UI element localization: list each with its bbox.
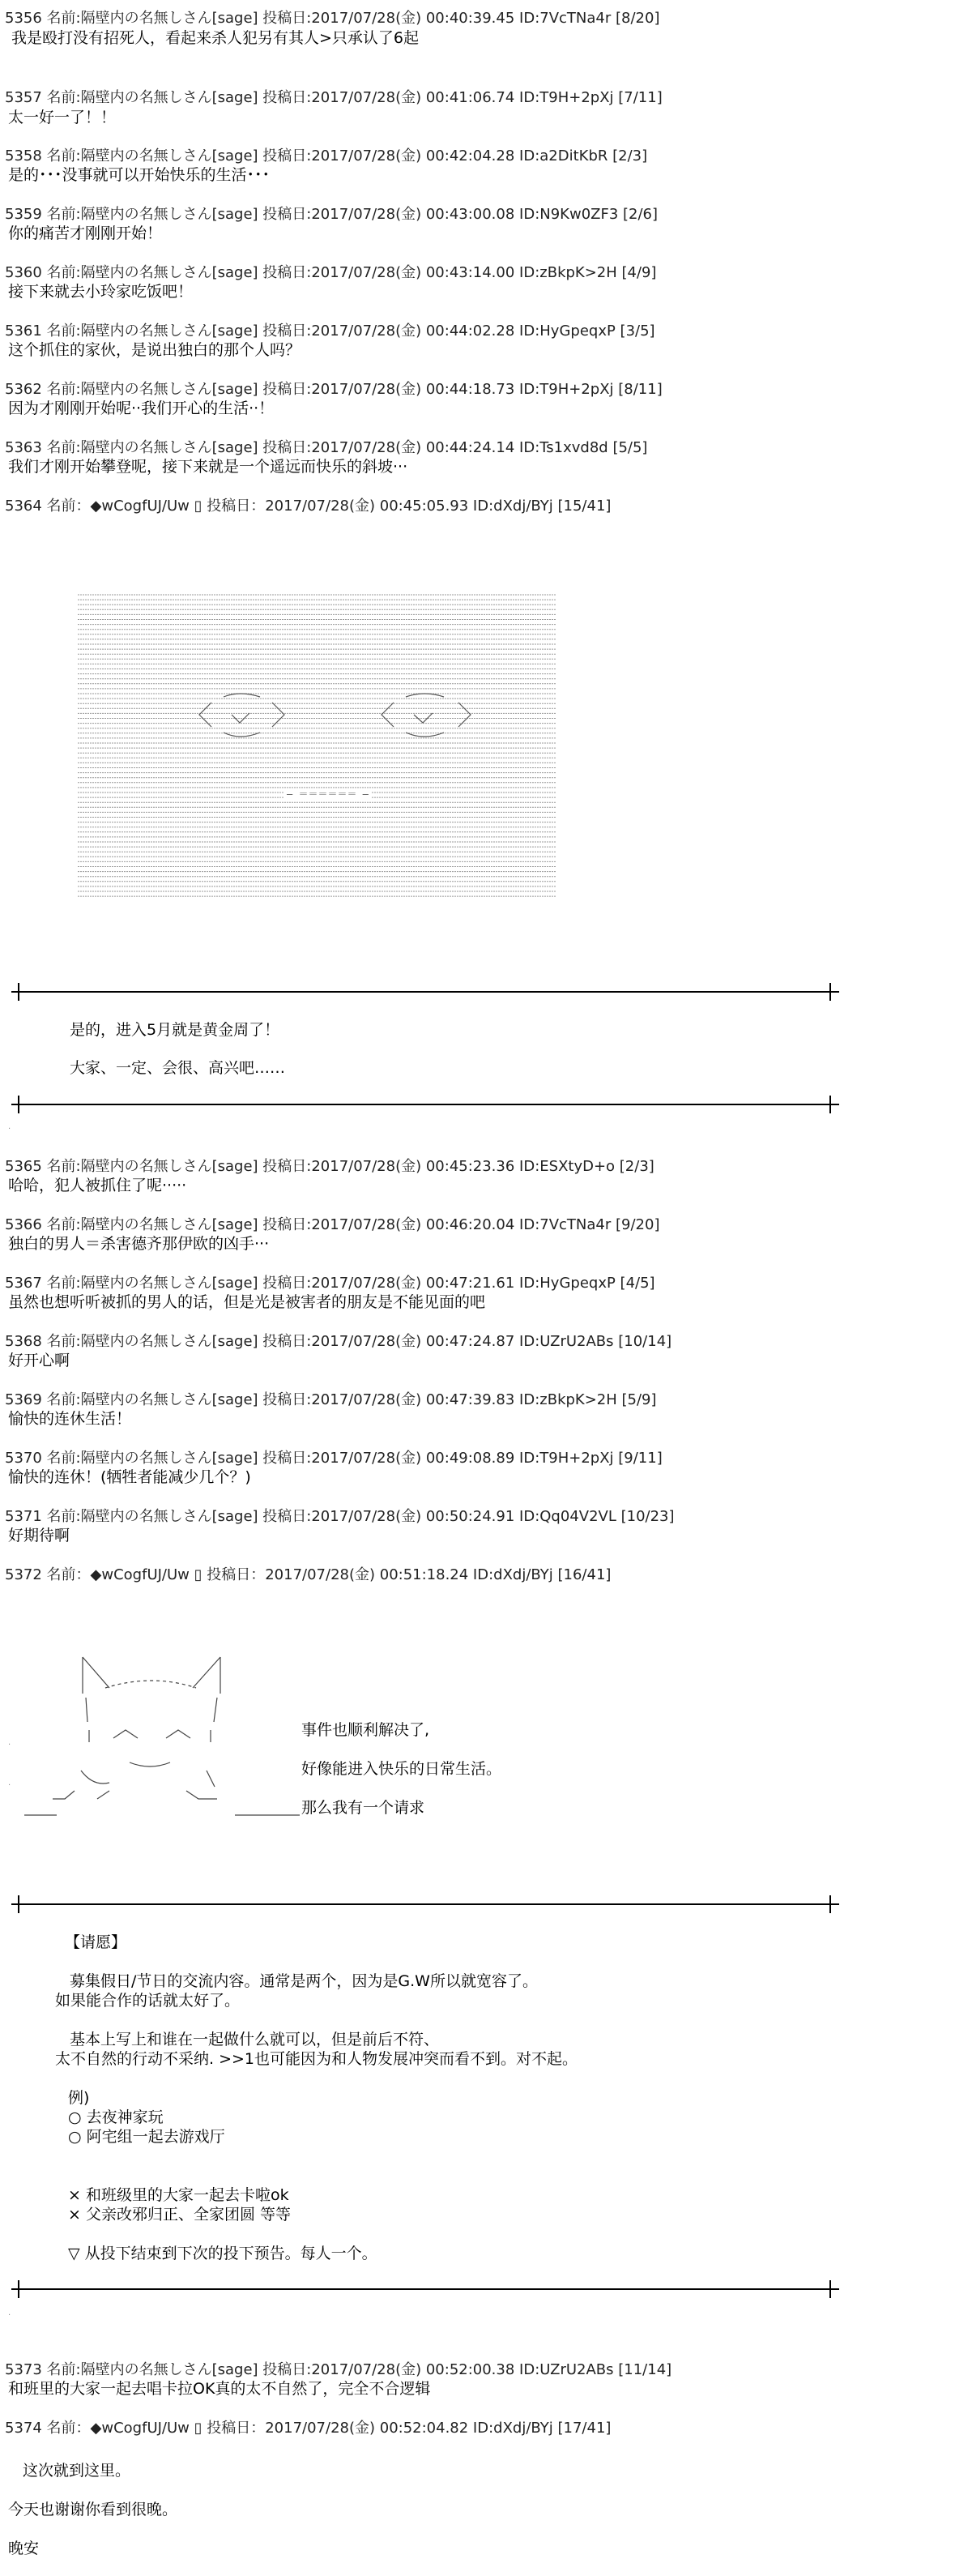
post-header: 5356 名前:隔壁内の名無しさん[sage] 投稿日:2017/07/28(金) 00:40:39.45 ID:7VcTNa4r [8/20] xyxy=(5,10,660,27)
post-text: 好开心啊 xyxy=(8,1352,70,1369)
example-ng: × 父亲改邪归正、全家团圆 等等 xyxy=(68,2206,291,2224)
post-text: 是的･･･没事就可以开始快乐的生活･･･ xyxy=(8,166,271,184)
divider-tick-left xyxy=(18,983,19,1001)
post-header: 5368 名前:隔壁内の名無しさん[sage] 投稿日:2017/07/28(金) 00:47:24.87 ID:UZrU2ABs [10/14] xyxy=(5,1333,672,1350)
post-header: 5367 名前:隔壁内の名無しさん[sage] 投稿日:2017/07/28(金) 00:47:21.61 ID:HyGpeqxP [4/5] xyxy=(5,1275,655,1292)
request-paragraph: 如果能合作的话就太好了。 xyxy=(55,1992,241,2010)
dot-mark: · xyxy=(8,1125,11,1134)
divider-line xyxy=(11,2288,839,2290)
divider-tick-left xyxy=(18,1895,19,1913)
example-ok: ○ 去夜神家玩 xyxy=(68,2108,164,2126)
post-text: 因为才刚刚开始呢··我们开心的生活··！ xyxy=(8,399,275,417)
ascii-art-cat xyxy=(8,1649,308,1819)
caption-line-1: 是的，进入5月就是黄金周了！ xyxy=(70,1021,280,1039)
post-header: 5366 名前:隔壁内の名無しさん[sage] 投稿日:2017/07/28(金) 00:46:20.04 ID:7VcTNa4r [9/20] xyxy=(5,1216,660,1233)
dot-mark: · xyxy=(8,2311,11,2320)
divider-tick-left xyxy=(18,1096,19,1113)
post-text: 好期待啊 xyxy=(8,1527,70,1544)
post-header: 5360 名前:隔壁内の名無しさん[sage] 投稿日:2017/07/28(金) 00:43:14.00 ID:zBkpK>2H [4/9] xyxy=(5,264,657,281)
divider-tick-right xyxy=(829,1895,831,1913)
post-text: 今天也谢谢你看到很晚。 xyxy=(8,2501,178,2518)
post-text: 这个抓住的家伙，是说出独白的那个人吗？ xyxy=(8,341,301,359)
divider-tick-right xyxy=(829,1096,831,1113)
example-label: 例) xyxy=(68,2089,90,2107)
post-header-5364: 5364 名前：◆wCogfUJ/Uw ▯ 投稿日：2017/07/28(金) 00:45:05.93 ID:dXdj/BYj [15/41] xyxy=(5,498,612,515)
post-header: 5371 名前:隔壁内の名無しさん[sage] 投稿日:2017/07/28(金) 00:50:24.91 ID:Qq04V2VL [10/23] xyxy=(5,1508,675,1525)
request-paragraph: 太不自然的行动不采纳. >>1也可能因为和人物发展冲突而看不到。对不起。 xyxy=(55,2050,578,2068)
divider-tick-left xyxy=(18,2280,19,2298)
face-right xyxy=(382,694,471,737)
post-text: 你的痛苦才刚刚开始！ xyxy=(8,224,163,242)
post-text: 和班里的大家一起去唱卡拉OK真的太不自然了，完全不合逻辑 xyxy=(8,2380,431,2398)
caption-line-2: 好像能进入快乐的日常生活。 xyxy=(301,1760,502,1778)
post-header: 5363 名前:隔壁内の名無しさん[sage] 投稿日:2017/07/28(金) 00:44:24.14 ID:Ts1xvd8d [5/5] xyxy=(5,439,648,456)
post-text: 哈哈，犯人被抓住了呢····· xyxy=(8,1177,187,1194)
post-header: 5369 名前:隔壁内の名無しさん[sage] 投稿日:2017/07/28(金) 00:47:39.83 ID:zBkpK>2H [5/9] xyxy=(5,1391,657,1408)
post-text: 我是殴打没有招死人，看起来杀人犯另有其人>只承认了6起 xyxy=(11,29,420,47)
request-title: 【请愿】 xyxy=(65,1933,127,1951)
divider-line xyxy=(11,991,839,993)
face-left xyxy=(199,694,284,737)
request-paragraph: 募集假日/节日的交流内容。通常是两个，因为是G.W所以就宽容了。 xyxy=(70,1972,538,1990)
post-header: 5374 名前：◆wCogfUJ/Uw ▯ 投稿日：2017/07/28(金) 00:52:04.82 ID:dXdj/BYj [17/41] xyxy=(5,2420,612,2437)
divider-tick-right xyxy=(829,983,831,1001)
caption-line-2: 大家、一定、会很、高兴吧…… xyxy=(70,1059,286,1077)
caption-line-3: 那么我有一个请求 xyxy=(301,1799,425,1817)
post-text: 接下来就去小玲家吃饭吧！ xyxy=(8,283,194,301)
hatched-panel xyxy=(78,593,564,901)
divider-line xyxy=(11,1104,839,1105)
post-text: 晚安 xyxy=(8,2540,40,2557)
post-header: 5373 名前:隔壁内の名無しさん[sage] 投稿日:2017/07/28(金) 00:52:00.38 ID:UZrU2ABs [11/14] xyxy=(5,2361,672,2378)
request-paragraph: 基本上写上和谁在一起做什么就可以，但是前后不符、 xyxy=(70,2031,440,2048)
post-header: 5362 名前:隔壁内の名無しさん[sage] 投稿日:2017/07/28(金) 00:44:18.73 ID:T9H+2pXj [8/11] xyxy=(5,381,663,398)
post-header: 5365 名前:隔壁内の名無しさん[sage] 投稿日:2017/07/28(金) 00:45:23.36 ID:ESXtyD+o [2/3] xyxy=(5,1158,654,1175)
post-header: 5361 名前:隔壁内の名無しさん[sage] 投稿日:2017/07/28(金) 00:44:02.28 ID:HyGpeqxP [3/5] xyxy=(5,323,655,340)
post-header-5372: 5372 名前：◆wCogfUJ/Uw ▯ 投稿日：2017/07/28(金) 00:51:18.24 ID:dXdj/BYj [16/41] xyxy=(5,1566,612,1583)
request-note: ▽ 从投下结束到下次的投下预告。每人一个。 xyxy=(68,2245,377,2262)
post-text: 太一好一了！！ xyxy=(8,109,117,126)
post-header: 5370 名前:隔壁内の名無しさん[sage] 投稿日:2017/07/28(金) 00:49:08.89 ID:T9H+2pXj [9/11] xyxy=(5,1450,663,1467)
example-ok: ○ 阿宅组一起去游戏厅 xyxy=(68,2128,225,2146)
post-text: 虽然也想听听被抓的男人的话，但是光是被害者的朋友是不能见面的吧 xyxy=(8,1293,486,1311)
divider-line xyxy=(11,1903,839,1905)
post-header: 5357 名前:隔壁内の名無しさん[sage] 投稿日:2017/07/28(金) 00:41:06.74 ID:T9H+2pXj [7/11] xyxy=(5,89,663,106)
dot-mark: · xyxy=(8,1781,11,1790)
dot-mark: · xyxy=(8,1741,11,1749)
post-text: 这次就到这里。 xyxy=(23,2462,131,2480)
post-text: 我们才刚开始攀登呢，接下来就是一个遥远而快乐的斜坡··· xyxy=(8,458,408,476)
art-dashes: — ＝＝＝＝＝＝ — xyxy=(284,789,372,799)
divider-tick-right xyxy=(829,2280,831,2298)
example-ng: × 和班级里的大家一起去卡啦ok xyxy=(68,2186,289,2204)
post-header: 5359 名前:隔壁内の名無しさん[sage] 投稿日:2017/07/28(金) 00:43:00.08 ID:N9Kw0ZF3 [2/6] xyxy=(5,206,659,223)
post-text: 愉快的连休生活！ xyxy=(8,1410,132,1428)
post-header: 5358 名前:隔壁内の名無しさん[sage] 投稿日:2017/07/28(金) 00:42:04.28 ID:a2DitKbR [2/3] xyxy=(5,147,648,164)
post-text: 独白的男人＝杀害德齐那伊欧的凶手··· xyxy=(8,1235,270,1253)
caption-line-1: 事件也顺利解决了, xyxy=(301,1721,430,1739)
post-text: 愉快的连休！(牺牲者能减少几个？) xyxy=(8,1468,251,1486)
